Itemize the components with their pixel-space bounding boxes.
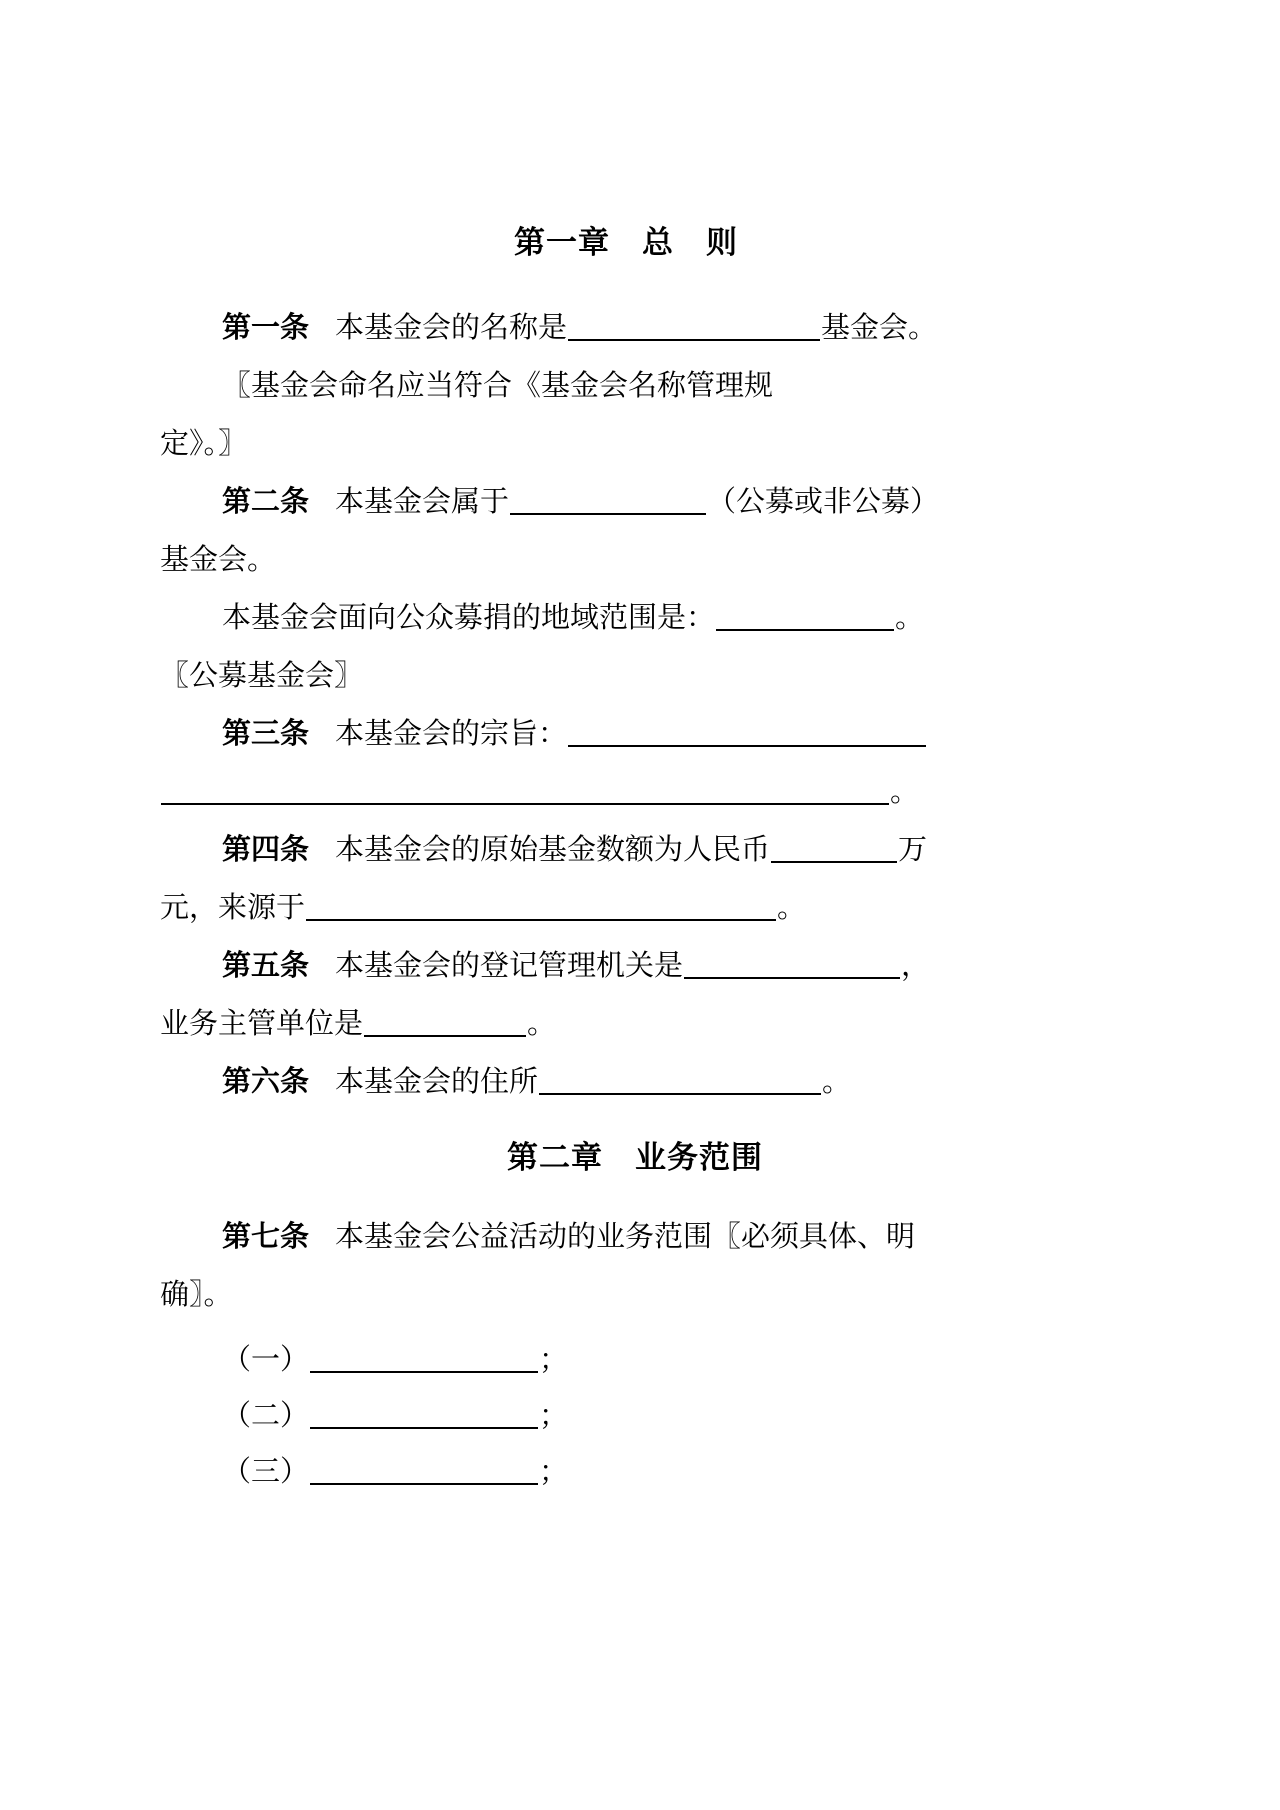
article-5-registry-blank[interactable] [684, 951, 900, 979]
article-4-amount-blank[interactable] [771, 835, 897, 863]
article-3-purpose-blank-2[interactable] [161, 777, 889, 805]
article-6-text-after: 。 [822, 1064, 852, 1099]
article-1-note-line-2: 定》。〗 [160, 426, 248, 461]
article-2-label: 第二条 [222, 484, 310, 519]
article-7-item-2-marker: （二） [222, 1398, 310, 1433]
article-5-paragraph [160, 936, 1120, 994]
article-7-item-3-blank[interactable] [310, 1457, 538, 1485]
chapter-2-heading: 第二章 业务范围 [507, 1140, 763, 1177]
article-1-label: 第一条 [222, 310, 310, 345]
article-2-paragraph [160, 472, 1120, 530]
article-4-source-blank[interactable] [306, 893, 776, 921]
article-5-label: 第五条 [222, 948, 310, 983]
article-1-paragraph [160, 298, 1120, 356]
article-7-paragraph [160, 1207, 1120, 1265]
article-7-item-3-marker: （三） [222, 1454, 310, 1489]
article-4-line-2 [160, 878, 1120, 936]
article-7-item-2-terminator: ； [539, 1398, 569, 1433]
article-5-supervisor-text-after: 。 [527, 1006, 557, 1041]
article-2-line-2: 基金会。 [160, 542, 277, 577]
article-6-text-before: 本基金会的住所 [335, 1064, 539, 1099]
article-5-supervisor-blank[interactable] [364, 1009, 526, 1037]
article-5-text-before: 本基金会的登记管理机关是 [335, 948, 684, 983]
article-5-supervisor-text-before: 业务主管单位是 [160, 1006, 364, 1041]
article-3-paragraph [160, 704, 1120, 762]
list-spacer [160, 1323, 1120, 1331]
article-1-name-blank[interactable] [568, 313, 820, 341]
article-4-source-text-after: 。 [777, 890, 807, 925]
article-2-type-blank[interactable] [510, 487, 706, 515]
article-7-label: 第七条 [222, 1219, 310, 1254]
article-7-item-1-blank[interactable] [310, 1345, 538, 1373]
article-7-item-3-terminator: ； [539, 1454, 569, 1489]
article-3-purpose-blank-1[interactable] [568, 719, 926, 747]
article-7-item-2-blank[interactable] [310, 1401, 538, 1429]
article-2-scope-text-after: 。 [895, 600, 925, 635]
article-1-note-line-1: 〖基金会命名应当符合《基金会名称管理规 [222, 368, 774, 403]
article-3-line-2 [160, 762, 1120, 820]
article-7-item-1-marker: （一） [222, 1342, 310, 1377]
article-4-label: 第四条 [222, 832, 310, 867]
chapter-1-heading: 第一章 总 则 [514, 225, 738, 261]
article-2-text-after: （公募或非公募） [707, 484, 940, 519]
article-3-text-after: 。 [890, 774, 920, 809]
article-4-text-before: 本基金会的原始基金数额为人民币 [335, 832, 771, 867]
article-4-source-text-before: 元，来源于 [160, 890, 306, 925]
article-1-text-after: 基金会。 [821, 310, 938, 345]
article-2-scope-text-before: 本基金会面向公众募捐的地域范围是： [222, 600, 716, 635]
article-6-address-blank[interactable] [539, 1067, 821, 1095]
article-1-text-before: 本基金会的名称是 [335, 310, 568, 345]
article-4-paragraph [160, 820, 1120, 878]
article-3-label: 第三条 [222, 716, 310, 751]
article-5-text-after: ， [901, 948, 931, 983]
article-6-paragraph [160, 1052, 1120, 1110]
article-7-item-3 [160, 1443, 1120, 1499]
article-2-scope-paragraph [160, 588, 1120, 646]
article-7-item-2 [160, 1387, 1120, 1443]
article-6-label: 第六条 [222, 1064, 310, 1099]
article-7-line-1: 本基金会公益活动的业务范围〖必须具体、明 [335, 1219, 916, 1254]
article-2-text-before: 本基金会属于 [335, 484, 510, 519]
article-7-item-1 [160, 1331, 1120, 1387]
article-7-item-1-terminator: ； [539, 1342, 569, 1377]
article-2-region-blank[interactable] [716, 603, 894, 631]
article-7-line-2: 确〗。 [160, 1277, 233, 1312]
article-4-text-after: 万 [898, 832, 928, 867]
article-5-line-2 [160, 994, 1120, 1052]
article-3-text-before: 本基金会的宗旨： [335, 716, 568, 751]
article-2-scope-note: 〖公募基金会〗 [160, 658, 364, 693]
